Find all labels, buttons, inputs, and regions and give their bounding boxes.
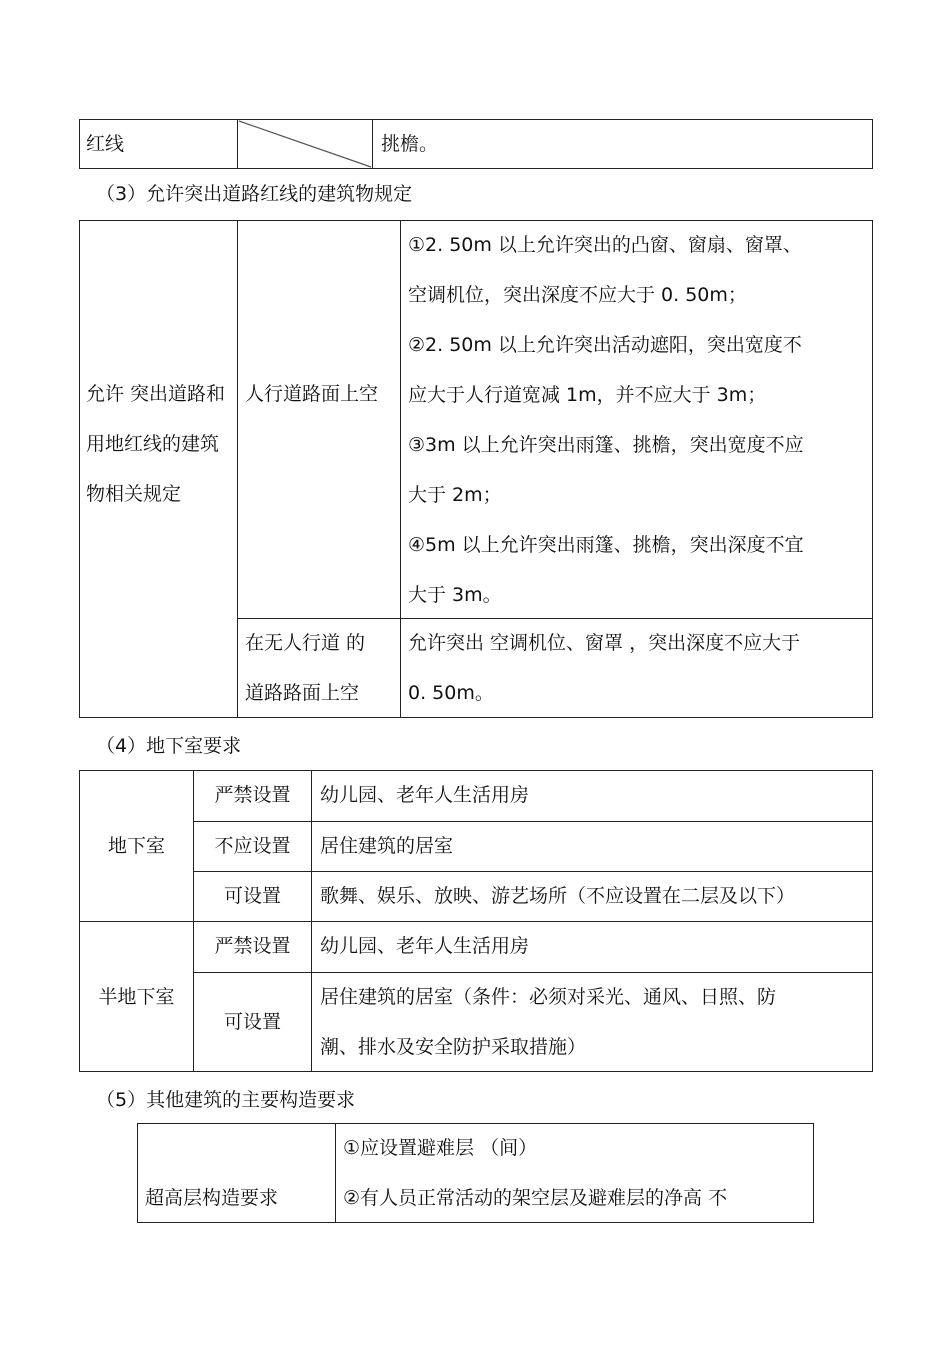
group-label-semi-basement: 半地下室 — [98, 986, 175, 1008]
section4-heading: （4）地下室要求 — [96, 735, 242, 757]
section3-row1-content — [408, 220, 868, 620]
row-key: 严禁设置 — [214, 784, 291, 806]
row-key: 可设置 — [223, 885, 281, 907]
content-line: 大于 3m。 — [408, 584, 502, 606]
section3-row2-label — [245, 618, 395, 718]
content-line: ①2. 50m 以上允许突出的凸窗、窗扇、窗罩、 — [408, 234, 802, 256]
content-line: 允许突出 空调机位、窗罩 ，突出深度不应大于 — [408, 632, 801, 654]
content-line: 大于 2m； — [408, 484, 502, 506]
diagonal-slash-cell — [237, 119, 373, 169]
row-value-multiline — [320, 972, 868, 1072]
section3-row1-label: 人行道路面上空 — [245, 383, 379, 405]
section5-label: 超高层构造要求 — [145, 1187, 279, 1209]
section3-row-label: 允许 突出道路和用地红线的建筑物相关规定 — [86, 383, 226, 505]
value-line: 居住建筑的居室（条件：必须对采光、通风、日照、防 — [320, 986, 777, 1008]
section5-content — [343, 1123, 809, 1223]
group-label-basement: 地下室 — [107, 835, 165, 857]
content-line: ②有人员正常活动的架空层及避难层的净高 不 — [343, 1187, 728, 1209]
content-line: 0. 50m。 — [408, 682, 494, 704]
row-value: 幼儿园、老年人生活用房 — [320, 784, 530, 806]
content-line: 空调机位，突出深度不应大于 0. 50m； — [408, 284, 747, 306]
label-line: 在无人行道 的 — [245, 632, 366, 654]
section5-heading: （5）其他建筑的主要构造要求 — [96, 1089, 356, 1111]
content-line: 应大于人行道宽减 1m，并不应大于 3m； — [408, 384, 767, 406]
top-cell-eaves: 挑檐。 — [381, 133, 439, 155]
row-value: 居住建筑的居室 — [320, 835, 454, 857]
section3-heading: （3）允许突出道路红线的建筑物规定 — [96, 183, 413, 205]
value-line: 潮、排水及安全防护采取措施） — [320, 1036, 587, 1058]
label-line: 道路路面上空 — [245, 682, 360, 704]
row-key: 严禁设置 — [214, 935, 291, 957]
content-line: ①应设置避难层 （间） — [343, 1137, 538, 1159]
row-value: 幼儿园、老年人生活用房 — [320, 935, 530, 957]
content-line: ④5m 以上允许突出雨篷、挑檐，突出深度不宜 — [408, 534, 804, 556]
content-line: ③3m 以上允许突出雨篷、挑檐，突出宽度不应 — [408, 434, 804, 456]
top-cell-redline: 红线 — [86, 133, 125, 155]
row-value: 歌舞、娱乐、放映、游艺场所（不应设置在二层及以下） — [320, 885, 796, 907]
row-key: 可设置 — [223, 1011, 281, 1033]
row-key: 不应设置 — [214, 835, 291, 857]
content-line: ②2. 50m 以上允许突出活动遮阳，突出宽度不 — [408, 334, 802, 356]
section3-row2-content — [408, 618, 868, 718]
